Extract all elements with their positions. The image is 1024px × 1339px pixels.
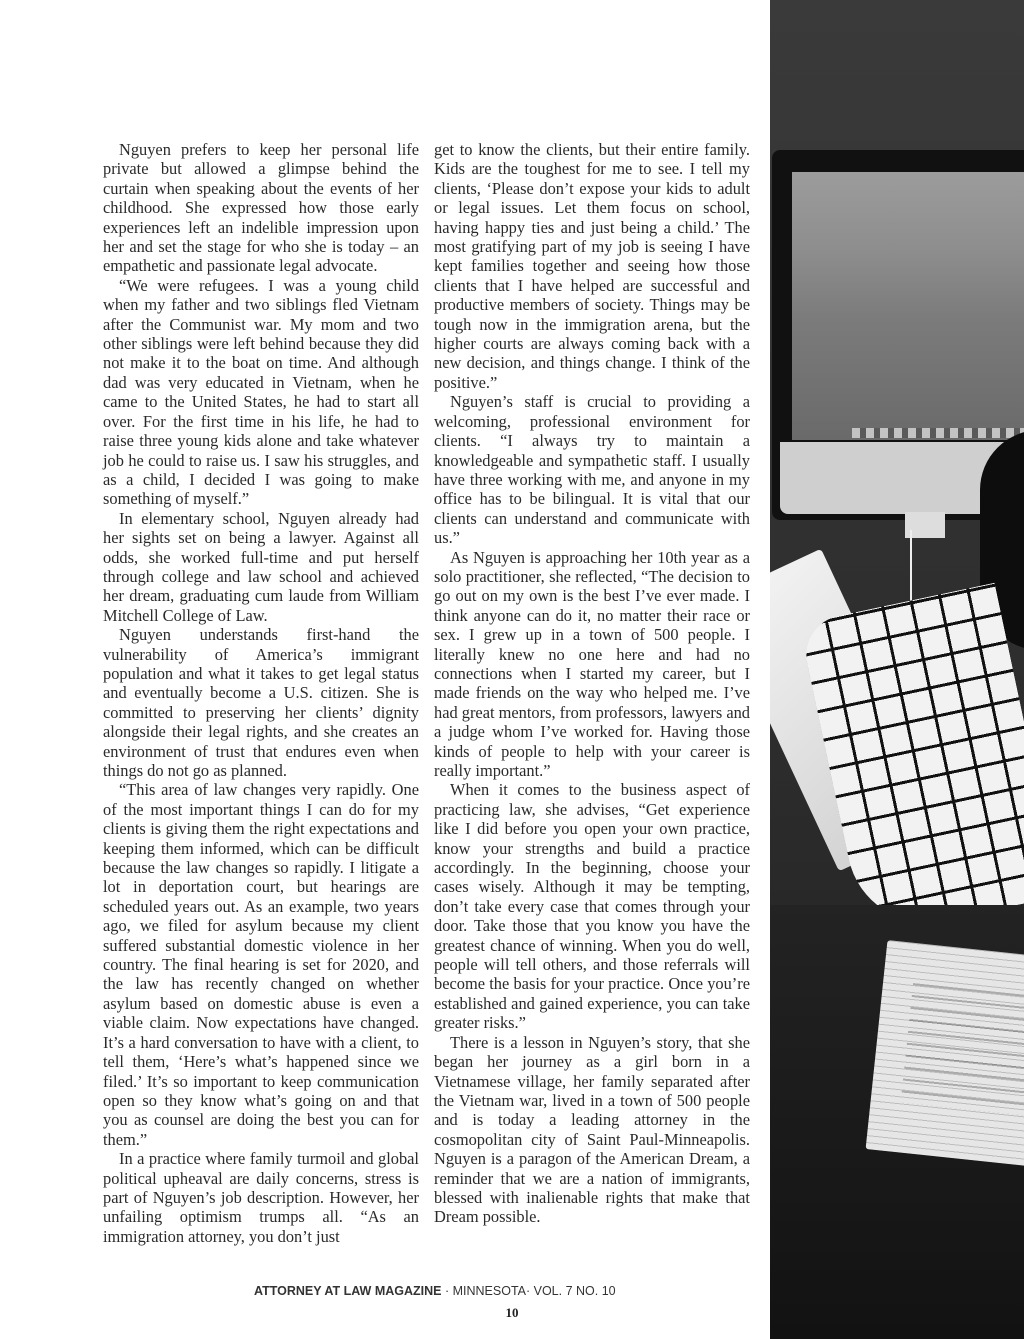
- paragraph: Nguyen’s staff is crucial to providing a welcoming, professional environment for clients. “I always try to maintain a knowledgeable and sympathetic staff. I usually have three working with me, and anyone in my office has to be bilingual. It is vital that our clients can understand and communicate with us.”: [434, 392, 750, 548]
- monitor-screen: [792, 172, 1024, 440]
- article-right-column: [434, 140, 750, 1227]
- paragraph: “This area of law changes very rapidly. One of the most important things I can do for my clients is giving them the right expectations and keeping them informed, which can be difficult because the law changes so rapidly. I litigate a lot in deportation court, but hearings are scheduled years out. As an example, two years ago, we filed for asylum because my client suffered substantial domestic violence in her country. The final hearing is set for 2020, and the law has recently changed on whether asylum based on domestic abuse is even a viable claim. Now expectations have changed. It’s a hard conversation to have with a client, to tell them, ‘Here’s what’s happened since we filed.’ It’s so important to keep communication open so they know what’s going on and that you as counsel are doing the best you can for them.”: [103, 780, 419, 1149]
- footer: [0, 1284, 770, 1298]
- paragraph: When it comes to the business aspect of practicing law, she advises, “Get experience like I did before you open your own practice, know your strengths and build a practice accordingly. In the beginning, choose your cases wisely. Although it may be tempting, don’t take every case that comes through your door. Take those that you know you have the greatest chance of winning. When you do well, people will tell others, and those referrals will become the basis for your practice. Once you’re established and gained experience, you can take greater risks.”: [434, 780, 750, 1033]
- paragraph-continuation: get to know the clients, but their entire family. Kids are the toughest for me to see. I tell my clients, ‘Please don’t expose your kids to adult or legal issues. Let them focus on school, having happy ties and just being a child.’ The most gratifying part of my job is seeing I have kept families together and seeing how those clients that I have helped are successful and productive members of society. Things may be tough now in the immigration arena, but the higher courts are always coming back with a new decision, and things change. I think of the positive.”: [434, 140, 750, 392]
- paragraph: There is a lesson in Nguyen’s story, that she began her journey as a girl born in a Vietnamese village, her family separated after the Vietnam war, lived in a town of 500 people and is today a leading attorney in the cosmopolitan city of Saint Paul-Minneapolis. Nguyen is a paragon of the American Dream, a reminder that we are a nation of immigrants, blessed with inalienable rights that make that Dream possible.: [434, 1032, 750, 1227]
- paragraph: Nguyen prefers to keep her personal life private but allowed a glimpse behind the curtain when speaking about the events of her childhood. She expressed how those early experiences left an indelible impression upon her and set the stage for who she is today – an empathetic and passionate legal advocate.: [103, 140, 419, 276]
- document-stack: [866, 940, 1024, 1170]
- paragraph: Nguyen understands first-hand the vulnerability of America’s immigrant population and what it takes to get legal status and eventually become a U.S. citizen. She is committed to preserving her clients’ dignity alongside their legal rights, and she creates an environment of trust that endures even when things do not go as planned.: [103, 625, 419, 780]
- office-photo: [770, 0, 1024, 1339]
- dock-icons: [852, 428, 1024, 438]
- paragraph: In a practice where family turmoil and global political upheaval are daily concerns, stress is part of Nguyen’s job description. However, her unfailing optimism trumps all. “As an immigration attorney, you don’t just: [103, 1149, 419, 1246]
- article-left-column: [103, 140, 419, 1246]
- paragraph: As Nguyen is approaching her 10th year as a solo practitioner, she reflected, “The decision to go out on my own is the best I’ve ever made. I think anyone can do it, no matter their race or sex. I grew up in a town of 500 people. I literally knew no one here and had no connections when I started my career, but I made friends on the way who helped me. I’ve had great mentors, from professors, lawyers and a judge whom I’ve worked for. Having those kinds of people to help with your career is really important.”: [434, 547, 750, 780]
- paragraph: In elementary school, Nguyen already had her sights set on being a lawyer. Against all odds, she worked full-time and put herself through college and law school and achieved her dream, graduating cum laude from William Mitchell College of Law.: [103, 508, 419, 625]
- page-number: 10: [505, 1305, 519, 1320]
- paragraph: “We were refugees. I was a young child when my father and two siblings fled Vietnam after the Communist war. My mom and two other siblings were left behind because they did not make it to the boat on time. And although dad was very educated in Vietnam, when he came to the United States, he had to start all over. For the first time in his life, he had to raise three young kids alone and take whatever job he could to raise us. I saw his struggles, and as a child, I decided I was going to make something of myself.”: [103, 275, 419, 509]
- edition-info: · MINNESOTA· VOL. 7 NO. 10: [441, 1284, 616, 1298]
- checkered-sleeve: [799, 583, 1024, 938]
- magazine-name: ATTORNEY AT LAW MAGAZINE: [254, 1284, 442, 1298]
